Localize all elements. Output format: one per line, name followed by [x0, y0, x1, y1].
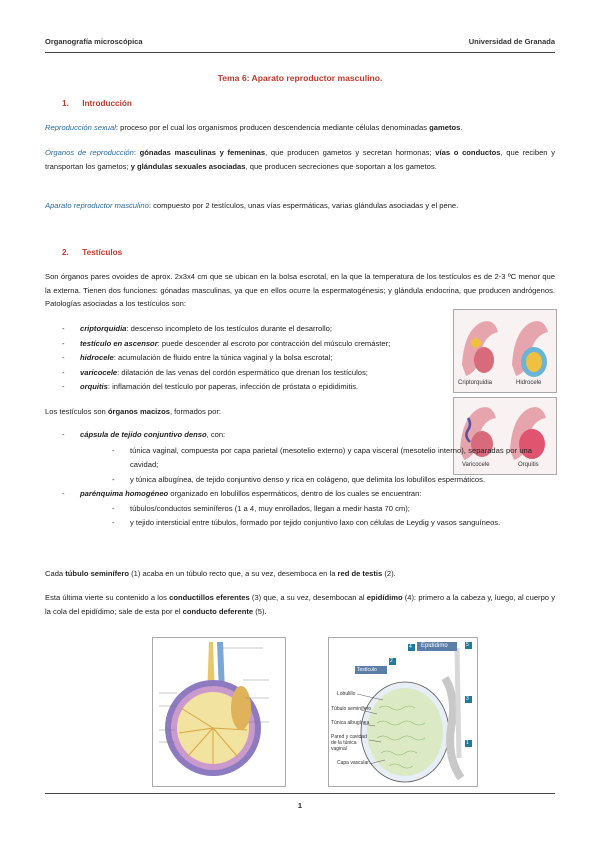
list-item	[62, 322, 447, 337]
p3-d: (2).	[382, 569, 396, 578]
intro-paragraph-2	[45, 146, 555, 173]
caption-criptorquidia: Criptorquidia	[458, 380, 493, 386]
intro-p1-bold: gametos	[429, 123, 461, 132]
patologia-term: hidrocele	[80, 353, 114, 362]
figure-criptorquidia-hidrocele	[453, 309, 557, 393]
p3-b1: túbulo seminífero	[65, 569, 129, 578]
list-item: - y túnica albugínea, de tejido conjuntivo denso y rica en colágeno, que delimita los lobulillos espermáticos.	[80, 473, 532, 488]
section-1-heading	[62, 99, 132, 108]
p2-c: , formados por:	[169, 407, 222, 416]
list-item	[62, 380, 447, 395]
label-lobulillo: Lobulillo	[337, 691, 356, 697]
parenquima-text: organizado en lobulillos espermáticos, dentro de los cuales se encuentran:	[168, 489, 422, 498]
patologias-list	[62, 322, 447, 395]
patologia-term: orquitis	[80, 382, 108, 391]
section-2-title: Testículos	[82, 248, 123, 257]
term-aparato-reproductor: Aparato reproductor masculino	[45, 201, 149, 210]
testiculos-paragraph-4	[45, 591, 555, 618]
patologia-term: varicocele	[80, 367, 118, 377]
list-item: - y tejido intersticial entre túbulos, formado por tejido conjuntivo laxo con células de Leydig y vasos sanguíneos.	[80, 516, 532, 531]
list-item	[62, 428, 532, 487]
intro-p2-b: , que producen gametos y secretan hormonas;	[265, 148, 436, 157]
p3-a: Cada	[45, 569, 66, 578]
patologia-text: : acumulación de fluido entre la túnica vaginal y la bolsa escrotal;	[113, 353, 333, 362]
marker-1: 1	[466, 740, 469, 746]
intro-p2-d: , que producen secreciones que soportan a los gametos.	[245, 161, 437, 171]
caption-orquitis: Orquitis	[518, 462, 539, 468]
section-1-title: Introducción	[82, 99, 132, 108]
header-rule	[45, 52, 555, 53]
page-title: Tema 6: Aparato reproductor masculino.	[217, 73, 383, 83]
term-reproduccion-sexual: Reproducción sexual	[45, 123, 116, 132]
section-2-heading	[62, 248, 122, 257]
header-left: Organografía microscópica	[45, 37, 143, 46]
figure-testis-anatomy	[152, 637, 286, 787]
footer-rule	[45, 793, 555, 794]
p2-a: Los testículos son	[45, 407, 108, 416]
parenquima-sublist	[80, 502, 532, 531]
patologia-text: : inflamación del testículo por paperas, infección de próstata o epididimitis.	[107, 382, 359, 391]
section-2-number: 2.	[62, 248, 69, 257]
intro-p2-b3: y glándulas sexuales asociadas	[130, 161, 246, 171]
capsula-sublist	[80, 444, 532, 488]
label-testiculo: Testículo	[357, 667, 377, 673]
patologia-term: criptorquidia	[80, 324, 127, 333]
p4-a: Esta última vierte su contenido a los	[45, 593, 170, 602]
p4-e: (5).	[253, 606, 267, 616]
patologia-text: : descenso incompleto de los testículos durante el desarrollo;	[126, 324, 332, 333]
label-capa-vascular: Capa vascular	[337, 760, 369, 766]
p3-b2: red de testis	[337, 569, 383, 578]
page-number: 1	[297, 801, 303, 810]
patologia-term: testículo en ascensor	[80, 338, 158, 348]
caption-varicocele: Varicocele	[462, 462, 490, 468]
capsula-term: cápsula de tejido conjuntivo denso	[80, 430, 207, 439]
intro-p2-b2: vías o conductos	[435, 148, 501, 157]
list-item	[62, 337, 447, 352]
list-item	[62, 487, 532, 531]
p4-c: (3) que, a su vez, desembocan al	[249, 593, 367, 602]
marker-2: 2	[390, 658, 393, 664]
testis-section-illustration	[153, 638, 285, 786]
section-1-number: 1.	[62, 99, 69, 108]
intro-p1-text: : proceso por el cual los organismos producen descendencia mediante células denominadas	[115, 123, 430, 132]
list-item: - túbulos/conductos seminíferos (1 a 4, muy enrollados, llegan a medir hasta 70 cm);	[80, 502, 532, 517]
label-epididimo: Epidídimo	[421, 643, 448, 649]
parenquima-term: parénquima homogéneo	[80, 489, 169, 498]
intro-p3-text: : compuesto por 2 testículos, unas vías espermáticas, varias glándulas asociadas y el pene.	[148, 201, 459, 210]
figure-epididymis-diagram	[328, 637, 478, 787]
capsula-text: , con:	[206, 430, 226, 439]
term-organos-reproduccion: Órganos de reproducción	[45, 148, 134, 157]
componentes-list	[62, 428, 532, 531]
caption-hidrocele: Hidrocele	[516, 380, 542, 386]
marker-3: 3	[466, 696, 469, 702]
list-item: - túnica vaginal, compuesta por capa parietal (mesotelio externo) y capa visceral (mesotelio interno), separadas por una cavidad;	[80, 444, 532, 473]
patologia-text: : puede descender al escroto por contracción del músculo cremáster;	[157, 338, 391, 348]
p3-c: (1) acaba en un túbulo recto que, a su vez, desemboca en la	[128, 569, 338, 578]
p4-b2: epidídimo	[366, 593, 403, 602]
testiculos-paragraph-3	[45, 567, 555, 581]
list-item	[62, 351, 447, 366]
label-tubulo-seminifero: Túbulo seminífero	[331, 706, 372, 712]
header-right: Universidad de Granada	[468, 37, 555, 46]
intro-p2-a: :	[133, 148, 140, 157]
patologia-text: : dilatación de las venas del cordón espermático que drenan los testículos;	[117, 367, 368, 377]
marker-5: 5	[466, 642, 469, 648]
intro-p2-b1: gónadas masculinas y femeninas	[139, 148, 266, 157]
intro-paragraph-3	[45, 199, 555, 213]
p4-b1: conductillos eferentes	[169, 593, 250, 602]
p2-b: órganos macizos	[107, 407, 170, 416]
list-item	[62, 366, 447, 381]
p4-d: (4): primero a la cabeza y, luego, al cuerpo y la cola del epidídimo; sale de esta por el	[45, 593, 555, 616]
p4-b3: conducto deferente	[182, 606, 254, 616]
intro-p2-c: , que reciben y transportan los gametos;	[45, 148, 556, 171]
label-tunica-vaginal: Pared y cavidad de la túnica vaginal	[331, 734, 367, 752]
marker-4: 4	[409, 644, 412, 650]
intro-paragraph-1	[45, 121, 555, 135]
label-tunica-albuginea: Túnica albugínea	[331, 720, 370, 726]
intro-p1-end: .	[460, 123, 463, 132]
testiculos-paragraph-1: Son órganos pares ovoides de aprox. 2x3x4 cm que se ubican en la bolsa escrotal, en la que la temperatura de los testículos es de 2-3 ºC menor que la externa. Tienen dos funciones: gónadas masculinas, ya que en ellos ocurre la espermatogénesis; y glándula endocrina, que producen andrógenos. Patologías asociadas a los testículos son:	[45, 272, 555, 308]
